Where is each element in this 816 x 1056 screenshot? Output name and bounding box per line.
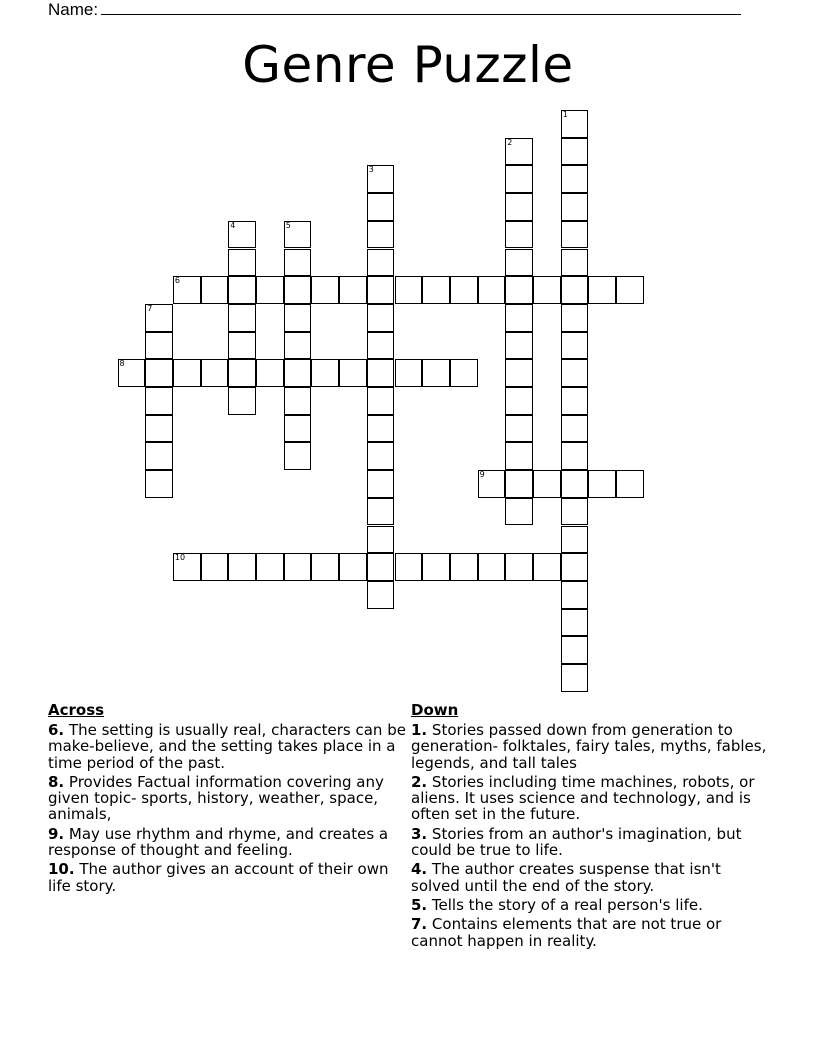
grid-cell[interactable] xyxy=(561,581,589,609)
grid-cell[interactable] xyxy=(145,415,173,443)
grid-cell[interactable] xyxy=(367,165,395,193)
clue-number: 5. xyxy=(411,895,428,914)
grid-cell[interactable] xyxy=(284,221,312,249)
clue-down-5 xyxy=(411,897,773,913)
grid-cell[interactable] xyxy=(616,276,644,304)
grid-cell[interactable] xyxy=(450,359,478,387)
clue-number: 1. xyxy=(411,721,428,739)
grid-cell[interactable] xyxy=(284,387,312,415)
cell-number: 2 xyxy=(507,137,513,147)
clue-number: 10. xyxy=(48,860,75,879)
grid-cell[interactable] xyxy=(561,442,589,470)
grid-cell[interactable] xyxy=(201,553,229,581)
grid-cell[interactable] xyxy=(367,359,395,387)
grid-cell[interactable] xyxy=(256,276,284,304)
clue-text: Stories from an author's imagination, but could be true to life. xyxy=(411,824,742,860)
grid-cell[interactable] xyxy=(450,553,478,581)
grid-cell[interactable] xyxy=(561,221,589,249)
clue-across-9 xyxy=(48,826,408,859)
grid-cell[interactable] xyxy=(561,609,589,637)
grid-cell[interactable] xyxy=(561,553,589,581)
grid-cell[interactable] xyxy=(228,249,256,277)
grid-cell[interactable] xyxy=(339,359,367,387)
clue-across-10 xyxy=(48,861,408,894)
clue-down-3 xyxy=(411,826,773,859)
grid-cell[interactable] xyxy=(228,387,256,415)
grid-cell[interactable] xyxy=(533,276,561,304)
grid-cell[interactable] xyxy=(561,359,589,387)
cell-number: 6 xyxy=(174,276,180,286)
grid-cell[interactable] xyxy=(367,553,395,581)
grid-cell[interactable] xyxy=(256,553,284,581)
grid-cell[interactable] xyxy=(450,276,478,304)
grid-cell[interactable] xyxy=(588,470,616,498)
cell-number: 4 xyxy=(230,220,236,230)
grid-cell[interactable] xyxy=(311,276,339,304)
clue-down-2 xyxy=(411,774,773,823)
grid-cell[interactable] xyxy=(284,249,312,277)
grid-cell[interactable] xyxy=(395,553,423,581)
clue-down-1 xyxy=(411,722,773,771)
grid-cell[interactable] xyxy=(561,276,589,304)
cell-number: 3 xyxy=(368,165,374,175)
cell-number: 8 xyxy=(119,359,125,369)
grid-cell[interactable] xyxy=(284,415,312,443)
clue-down-7 xyxy=(411,916,773,949)
grid-cell[interactable] xyxy=(367,249,395,277)
grid-cell[interactable] xyxy=(505,332,533,360)
grid-cell[interactable] xyxy=(561,193,589,221)
across-clues xyxy=(48,702,408,897)
grid-cell[interactable] xyxy=(561,664,589,692)
grid-cell[interactable] xyxy=(616,470,644,498)
grid-cell[interactable] xyxy=(145,470,173,498)
cell-number: 7 xyxy=(147,303,153,313)
clue-text: Tells the story of a real person's life. xyxy=(431,895,703,914)
grid-cell[interactable] xyxy=(505,470,533,498)
clue-text: Stories including time machines, robots, or aliens. It uses science and technology, and is often set in the future. xyxy=(411,772,755,824)
down-clues xyxy=(411,702,773,952)
grid-cell[interactable] xyxy=(561,387,589,415)
clue-across-6 xyxy=(48,722,408,771)
cell-number: 10 xyxy=(174,553,186,563)
clue-number: 8. xyxy=(48,772,65,791)
grid-cell[interactable] xyxy=(228,276,256,304)
grid-cell[interactable] xyxy=(201,276,229,304)
grid-cell[interactable] xyxy=(284,276,312,304)
grid-cell[interactable] xyxy=(561,249,589,277)
grid-cell[interactable] xyxy=(505,498,533,526)
grid-cell[interactable] xyxy=(145,387,173,415)
clue-number: 3. xyxy=(411,824,428,843)
grid-cell[interactable] xyxy=(588,276,616,304)
clue-number: 6. xyxy=(48,721,65,739)
grid-cell[interactable] xyxy=(561,415,589,443)
grid-cell[interactable] xyxy=(395,276,423,304)
cell-number: 9 xyxy=(479,470,485,480)
grid-cell[interactable] xyxy=(145,332,173,360)
grid-cell[interactable] xyxy=(145,304,173,332)
clue-text: The author gives an account of their own life story. xyxy=(48,860,389,895)
grid-cell[interactable] xyxy=(561,470,589,498)
grid-cell[interactable] xyxy=(367,332,395,360)
grid-cell[interactable] xyxy=(561,332,589,360)
grid-cell[interactable] xyxy=(311,359,339,387)
grid-cell[interactable] xyxy=(284,553,312,581)
grid-cell[interactable] xyxy=(367,498,395,526)
grid-cell[interactable] xyxy=(505,249,533,277)
grid-cell[interactable] xyxy=(284,359,312,387)
clue-number: 7. xyxy=(411,915,428,934)
across-heading: Across xyxy=(48,701,105,719)
clue-text: The setting is usually real, characters can be make-believe, and the setting takes place in a time period of the past. xyxy=(48,721,406,772)
cell-number: 5 xyxy=(285,220,291,230)
grid-cell[interactable] xyxy=(505,304,533,332)
grid-cell[interactable] xyxy=(395,359,423,387)
grid-cell[interactable] xyxy=(367,193,395,221)
grid-cell[interactable] xyxy=(228,221,256,249)
grid-cell[interactable] xyxy=(561,304,589,332)
clue-text: Contains elements that are not true or cannot happen in reality. xyxy=(411,915,722,950)
grid-cell[interactable] xyxy=(339,553,367,581)
clue-text: Stories passed down from generation to generation- folktales, fairy tales, myths, fables, legends, and tall tales xyxy=(411,721,767,772)
grid-cell[interactable] xyxy=(478,470,506,498)
cell-number: 1 xyxy=(562,110,568,119)
page-title: Genre Puzzle xyxy=(242,36,574,94)
grid-cell[interactable] xyxy=(561,165,589,193)
grid-cell[interactable] xyxy=(367,526,395,554)
grid-cell[interactable] xyxy=(367,276,395,304)
grid-cell[interactable] xyxy=(505,553,533,581)
grid-cell[interactable] xyxy=(228,304,256,332)
grid-cell[interactable] xyxy=(533,470,561,498)
grid-cell[interactable] xyxy=(339,276,367,304)
grid-cell[interactable] xyxy=(367,581,395,609)
grid-cell[interactable] xyxy=(505,387,533,415)
down-heading: Down xyxy=(411,701,459,719)
grid-cell[interactable] xyxy=(284,304,312,332)
grid-cell[interactable] xyxy=(505,165,533,193)
grid-cell[interactable] xyxy=(118,359,146,387)
grid-cell[interactable] xyxy=(505,276,533,304)
grid-cell[interactable] xyxy=(505,442,533,470)
grid-cell[interactable] xyxy=(367,415,395,443)
clue-number: 4. xyxy=(411,860,428,879)
grid-cell[interactable] xyxy=(367,470,395,498)
grid-cell[interactable] xyxy=(505,415,533,443)
grid-cell[interactable] xyxy=(284,442,312,470)
grid-cell[interactable] xyxy=(367,304,395,332)
grid-cell[interactable] xyxy=(422,276,450,304)
grid-cell[interactable] xyxy=(173,276,201,304)
grid-cell[interactable] xyxy=(173,359,201,387)
grid-cell[interactable] xyxy=(256,359,284,387)
clue-text: May use rhythm and rhyme, and creates a response of thought and feeling. xyxy=(48,824,389,860)
grid-cell[interactable] xyxy=(145,442,173,470)
grid-cell[interactable] xyxy=(478,276,506,304)
grid-cell[interactable] xyxy=(367,387,395,415)
grid-cell[interactable] xyxy=(201,359,229,387)
grid-cell[interactable] xyxy=(145,359,173,387)
clue-text: The author creates suspense that isn't solved until the end of the story. xyxy=(411,860,721,895)
name-label: Name: xyxy=(48,0,99,19)
grid-cell[interactable] xyxy=(228,359,256,387)
grid-cell[interactable] xyxy=(505,359,533,387)
clue-number: 9. xyxy=(48,824,65,843)
clue-text: Provides Factual information covering any given topic- sports, history, weather, space, animals, xyxy=(48,772,384,824)
grid-cell[interactable] xyxy=(505,138,533,166)
grid-cell[interactable] xyxy=(284,332,312,360)
clue-down-4 xyxy=(411,861,773,894)
grid-cell[interactable] xyxy=(478,553,506,581)
grid-cell[interactable] xyxy=(533,553,561,581)
grid-cell[interactable] xyxy=(505,221,533,249)
clue-across-8 xyxy=(48,774,408,823)
grid-cell[interactable] xyxy=(561,138,589,166)
grid-cell[interactable] xyxy=(422,553,450,581)
grid-cell[interactable] xyxy=(561,110,589,138)
grid-cell[interactable] xyxy=(173,553,201,581)
grid-cell[interactable] xyxy=(367,221,395,249)
grid-cell[interactable] xyxy=(561,526,589,554)
grid-cell[interactable] xyxy=(367,442,395,470)
grid-cell[interactable] xyxy=(561,636,589,664)
grid-cell[interactable] xyxy=(311,553,339,581)
grid-cell[interactable] xyxy=(561,498,589,526)
grid-cell[interactable] xyxy=(505,193,533,221)
grid-cell[interactable] xyxy=(228,553,256,581)
grid-cell[interactable] xyxy=(228,332,256,360)
grid-cell[interactable] xyxy=(422,359,450,387)
clue-number: 2. xyxy=(411,772,428,791)
